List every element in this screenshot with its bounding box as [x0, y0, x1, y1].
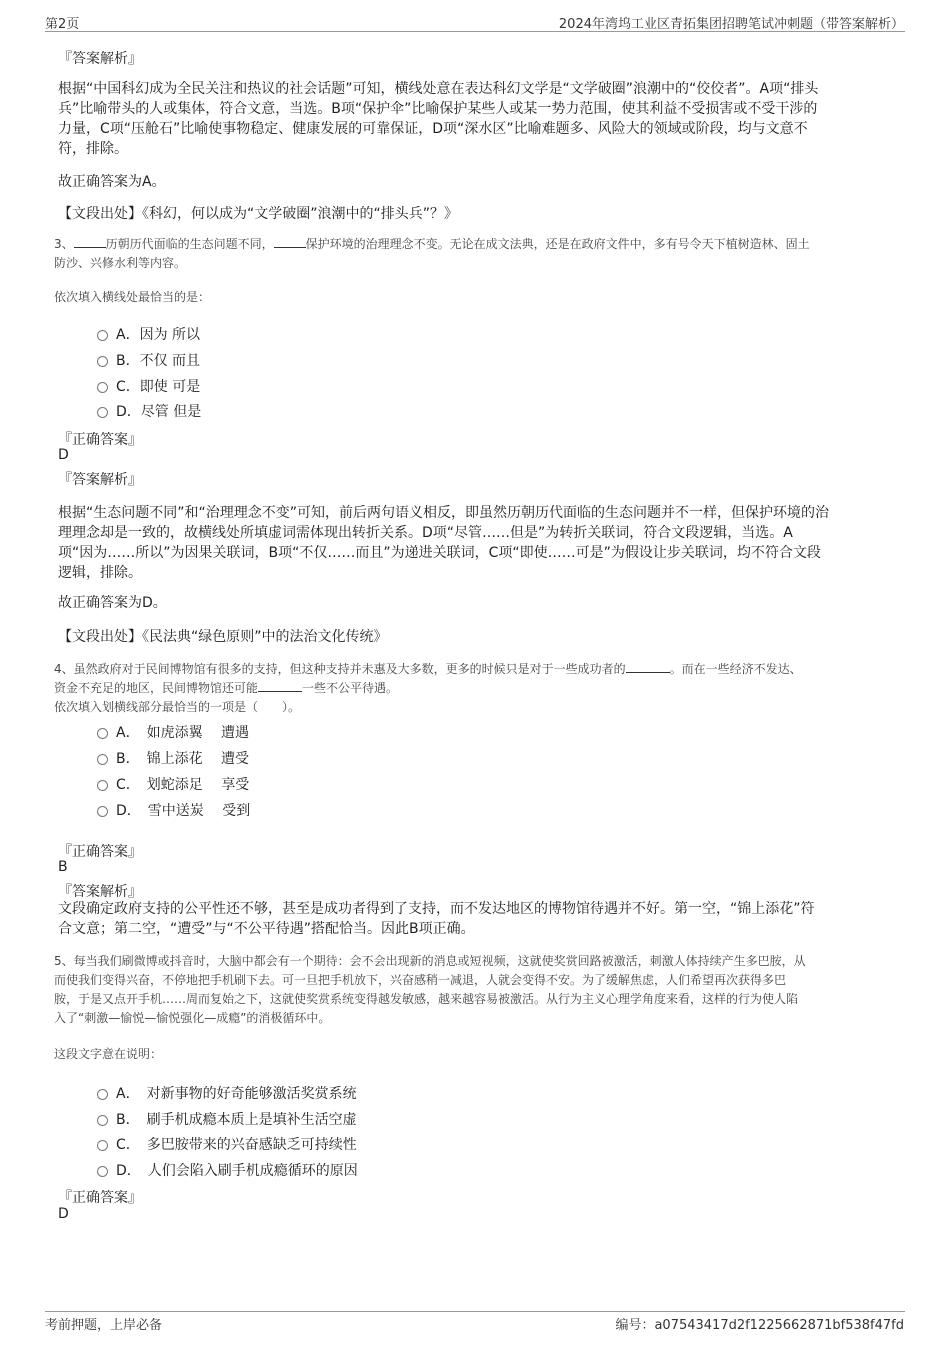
q5-stem-line: 胺，于是又点开手机……周而复始之下，这就使奖赏系统变得越发敏感，越来越容易被激活。从行为主义心理学角度来看，这样的行为使人陷: [54, 992, 799, 1006]
q4-answer-label: 『正确答案』: [58, 844, 142, 860]
q5-answer-label: 『正确答案』: [58, 1190, 142, 1206]
q3-blank-2: [274, 235, 306, 248]
q5-prompt: 这段文字意在说明：: [54, 1047, 163, 1061]
radio-icon[interactable]: [97, 1089, 108, 1100]
q4-option-c[interactable]: C． 划蛇添足 享受: [97, 774, 249, 794]
radio-icon[interactable]: [97, 806, 108, 817]
q3-stem-line-1: 3、 历朝历代面临的生态问题不同， 保护环境的治理理念不变。无论在成文法典，还是在政府文件中，多有号令天下植树造林、固土: [54, 237, 810, 251]
radio-icon[interactable]: [97, 407, 108, 418]
q2-analysis-line: 根据“中国科幻成为全民关注和热议的社会话题”可知，横线处意在表达科幻文学是“文学破圈”浪潮中的“佼佼者”。A项“排头: [58, 81, 819, 97]
q4-stem: [54, 660, 892, 717]
footer-divider: [45, 1311, 905, 1312]
q2-analysis: [58, 79, 888, 159]
q2-source: 【文段出处】《科幻，何以成为“文学破圈”浪潮中的“排头兵”？》: [58, 206, 459, 222]
q3-analysis: [58, 503, 888, 583]
radio-icon[interactable]: [97, 356, 108, 367]
q4-analysis: [58, 899, 888, 939]
q2-analysis-line: 兵”比喻带头的人或集体，符合文意，当选。B项“保护伞”比喻保护某些人或某一势力范围，使其利益不受损害或不受干涉的: [58, 101, 818, 117]
q3-option-b[interactable]: B．不仅 而且: [97, 350, 200, 370]
radio-icon[interactable]: [97, 754, 108, 765]
q2-analysis-line: 力量，C项“压舱石”比喻使事物稳定、健康发展的可靠保证，D项“深水区”比喻难题多、风险大的领域或阶段，均与文意不: [58, 121, 808, 137]
header-divider: [45, 31, 905, 32]
radio-icon[interactable]: [97, 1140, 108, 1151]
q3-option-c[interactable]: C．即使 可是: [97, 376, 200, 396]
q3-analysis-line: 逻辑，排除。: [58, 565, 142, 581]
q4-prompt: 依次填入划横线部分最恰当的一项是（ ）。: [54, 700, 301, 714]
q4-option-b[interactable]: B． 锦上添花 遭受: [97, 748, 249, 768]
radio-icon[interactable]: [97, 728, 108, 739]
q5-option-a[interactable]: A． 对新事物的好奇能够激活奖赏系统: [97, 1083, 357, 1103]
q4-blank-1: [626, 660, 670, 673]
page-number: 第2页: [45, 17, 80, 32]
document-title: 2024年湾坞工业区青拓集团招聘笔试冲刺题（带答案解析）: [558, 17, 904, 32]
q4-blank-2: [258, 679, 302, 692]
q3-prompt: 依次填入横线处最恰当的是：: [54, 290, 211, 304]
q2-analysis-label: 『答案解析』: [58, 51, 142, 67]
q3-conclusion: 故正确答案为D。: [58, 595, 167, 611]
q4-option-a[interactable]: A． 如虎添翼 遭遇: [97, 722, 249, 742]
radio-icon[interactable]: [97, 330, 108, 341]
q5-option-b[interactable]: B． 刷手机成瘾本质上是填补生活空虚: [97, 1109, 357, 1129]
q2-analysis-line: 符，排除。: [58, 141, 128, 157]
q5-stem-line: 入了“刺激—愉悦—愉悦强化—成瘾”的消极循环中。: [54, 1011, 331, 1025]
q5-stem-line: 而使我们变得兴奋，不停地把手机刷下去。可一旦把手机放下，兴奋感稍一减退，人就会变得不安。为了缓解焦虑，人们希望再次获得多巴: [54, 973, 787, 987]
q5-option-c[interactable]: C． 多巴胺带来的兴奋感缺乏可持续性: [97, 1134, 357, 1154]
q3-analysis-line: 项“因为……所以”为因果关联词，B项“不仅……而且”为递进关联词，C项“即使……可是”为假设让步关联词，均不符合文段: [58, 545, 821, 561]
radio-icon[interactable]: [97, 382, 108, 393]
q3-analysis-label: 『答案解析』: [58, 472, 142, 488]
q3-source: 【文段出处】《民法典“绿色原则”中的法治文化传统》: [58, 629, 388, 645]
document-serial: 编号：a07543417d2f1225662871bf538f47fd: [615, 1318, 904, 1333]
q5-answer: D: [58, 1206, 69, 1222]
q2-conclusion: 故正确答案为A。: [58, 174, 166, 190]
footer-slogan: 考前押题，上岸必备: [45, 1318, 163, 1333]
q4-analysis-line: 合文意；第二空，“遭受”与“不公平待遇”搭配恰当。因此B项正确。: [58, 921, 475, 937]
q3-answer-label: 『正确答案』: [58, 432, 142, 448]
q3-blank-1: [74, 235, 106, 248]
q4-stem-line-2: 资金不充足的地区，民间博物馆还可能 一些不公平待遇。: [54, 681, 399, 695]
q3-analysis-line: 根据“生态问题不同”和“治理理念不变”可知，前后两句语义相反，即虽然历朝历代面临的生态问题并不一样，但保护环境的治: [58, 505, 830, 521]
q4-stem-line-1: 4、虽然政府对于民间博物馆有很多的支持，但这种支持并未惠及大多数，更多的时候只是对于一些成功者的 。而在一些经济不发达、: [54, 662, 802, 676]
radio-icon[interactable]: [97, 780, 108, 791]
q5-option-d[interactable]: D． 人们会陷入刷手机成瘾循环的原因: [97, 1160, 358, 1180]
q4-option-d[interactable]: D． 雪中送炭 受到: [97, 800, 250, 820]
q4-analysis-label: 『答案解析』: [58, 884, 142, 900]
q3-option-d[interactable]: D．尽管 但是: [97, 401, 201, 421]
q5-stem-line: 5、每当我们刷微博或抖音时，大脑中都会有一个期待：会不会出现新的消息或短视频，这就使奖赏回路被激活，刺激人体持续产生多巴胺，从: [54, 954, 806, 968]
radio-icon[interactable]: [97, 1166, 108, 1177]
q4-answer: B: [58, 859, 68, 875]
q3-stem-line-2: 防沙、兴修水利等内容。: [54, 256, 187, 270]
radio-icon[interactable]: [97, 1115, 108, 1126]
q3-option-a[interactable]: A．因为 所以: [97, 324, 200, 344]
q3-analysis-line: 理理念却是一致的，故横线处所填虚词需体现出转折关系。D项“尽管……但是”为转折关联词，符合文段逻辑，当选。A: [58, 525, 793, 541]
q4-analysis-line: 文段确定政府支持的公平性还不够，甚至是成功者得到了支持，而不发达地区的博物馆待遇并不好。第一空，“锦上添花”符: [58, 901, 815, 917]
q3-answer: D: [58, 447, 69, 463]
q3-stem: [54, 235, 892, 273]
q5-stem: [54, 952, 892, 1028]
